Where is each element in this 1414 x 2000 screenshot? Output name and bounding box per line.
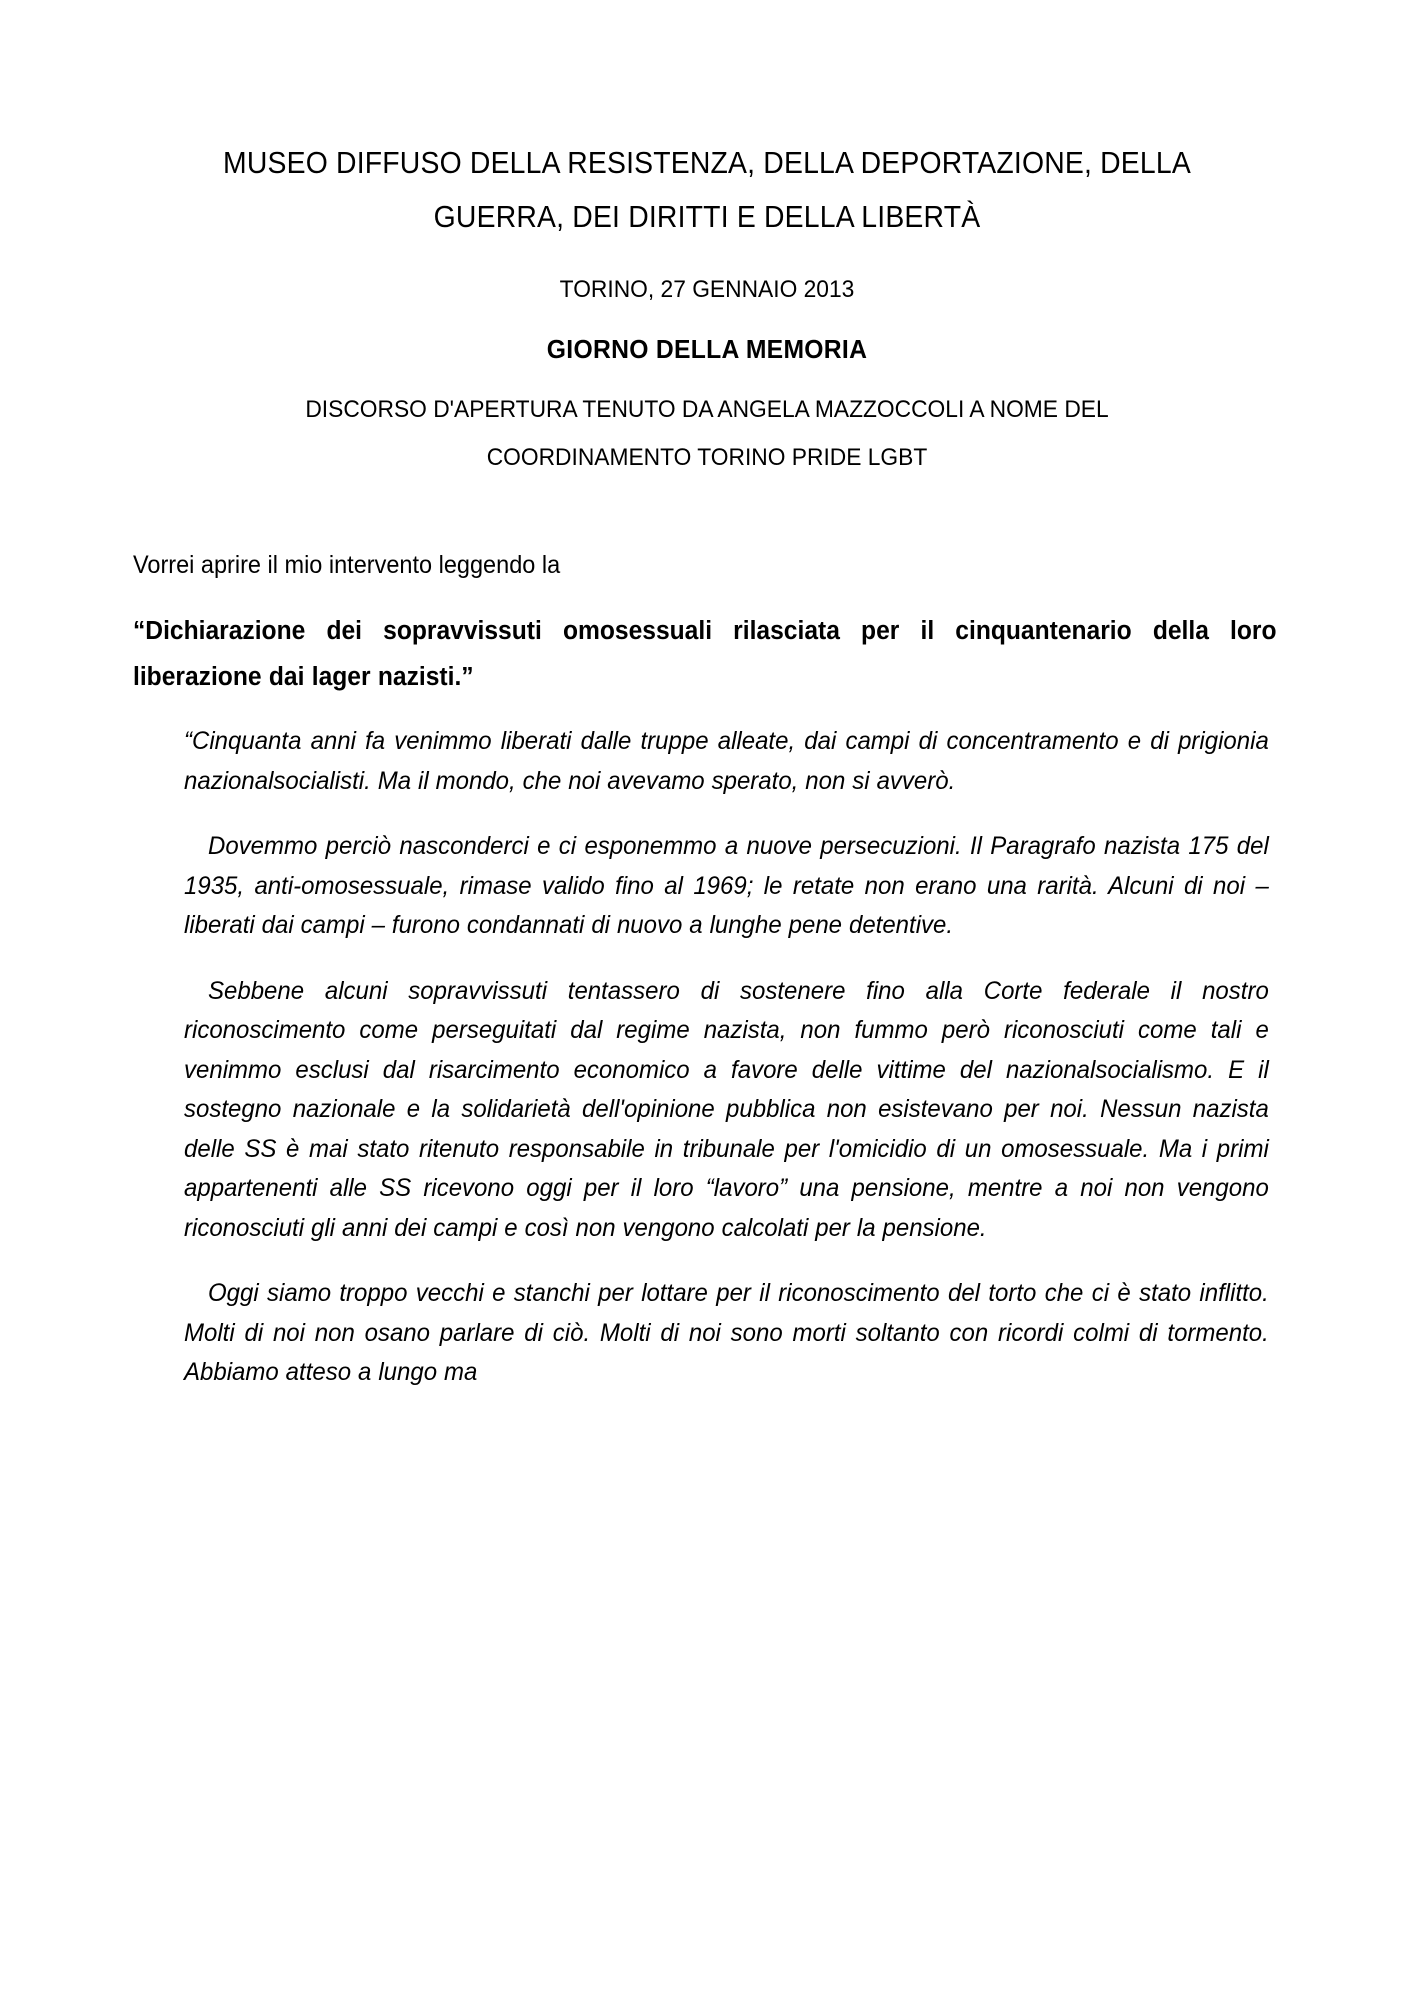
byline — [173, 386, 1241, 482]
event-subtitle: GIORNO DELLA MEMORIA — [546, 334, 868, 364]
place-and-date: TORINO, 27 GENNAIO 2013 — [559, 276, 855, 303]
document-header — [133, 0, 1281, 482]
quoted-declaration — [184, 722, 1269, 1393]
quote-paragraph: Sebbene alcuni sopravvissuti tentassero di sostenere fino alla Corte federale il nostro riconoscimento come perseguitati dal regime nazista, non fummo però riconosciuti come tali e venimmo esclusi dal risarcimento economico a favore delle vittime del nazionalsocialismo. E il sostegno nazionale e la solidarietà dell'opinione pubblica non esistevano per noi. Nessun nazista delle SS è mai stato ritenuto responsabile in tribunale per l'omicidio di un omosessuale. Ma i primi appartenenti alle SS ricevono oggi per il loro “lavoro” una pensione, mentre a noi non vengono riconosciuti gli anni dei campi e così non vengono calcolati per la pensione. — [184, 976, 1269, 1242]
quote-paragraph: Oggi siamo troppo vecchi e stanchi per lottare per il riconoscimento del torto che ci è stato inflitto. Molti di noi non osano parlare di ciò. Molti di noi sono morti soltanto con ricordi colmi di tormento. Abbiamo atteso a lungo ma — [184, 1279, 1269, 1386]
lead-quote-title: “Dichiarazione dei sopravvissuti omosessuali rilasciata per il cinquantenario della loro liberazione dai lager nazisti.” — [133, 617, 1277, 691]
institution-title-line-2: GUERRA, DEI DIRITTI E DELLA LIBERTÀ — [433, 200, 981, 234]
document-body-column — [133, 0, 1281, 1419]
quote-paragraph: “Cinquanta anni fa venimmo liberati dalle truppe alleate, dai campi di concentramento e di prigionia nazionalsocialisti. Ma il mondo, che noi avevamo sperato, non si avverò. — [184, 727, 1269, 795]
byline-line-2: COORDINAMENTO TORINO PRIDE LGBT — [486, 444, 928, 471]
intro-sentence: Vorrei aprire il mio intervento leggendo la — [133, 551, 561, 579]
quote-paragraph: Dovemmo perciò nasconderci e ci esponemmo a nuove persecuzioni. Il Paragrafo nazista 175 del 1935, anti-omosessuale, rimase valido fino al 1969; le retate non erano una rarità. Alcuni di noi – liberati dai campi – furono condannati di nuovo a lunghe pene detentive. — [184, 832, 1269, 939]
byline-line-1: DISCORSO D'APERTURA TENUTO DA ANGELA MAZZOCCOLI A NOME DEL — [305, 396, 1109, 423]
institution-title-line-1: MUSEO DIFFUSO DELLA RESISTENZA, DELLA DEPORTAZIONE, DELLA — [223, 146, 1191, 180]
